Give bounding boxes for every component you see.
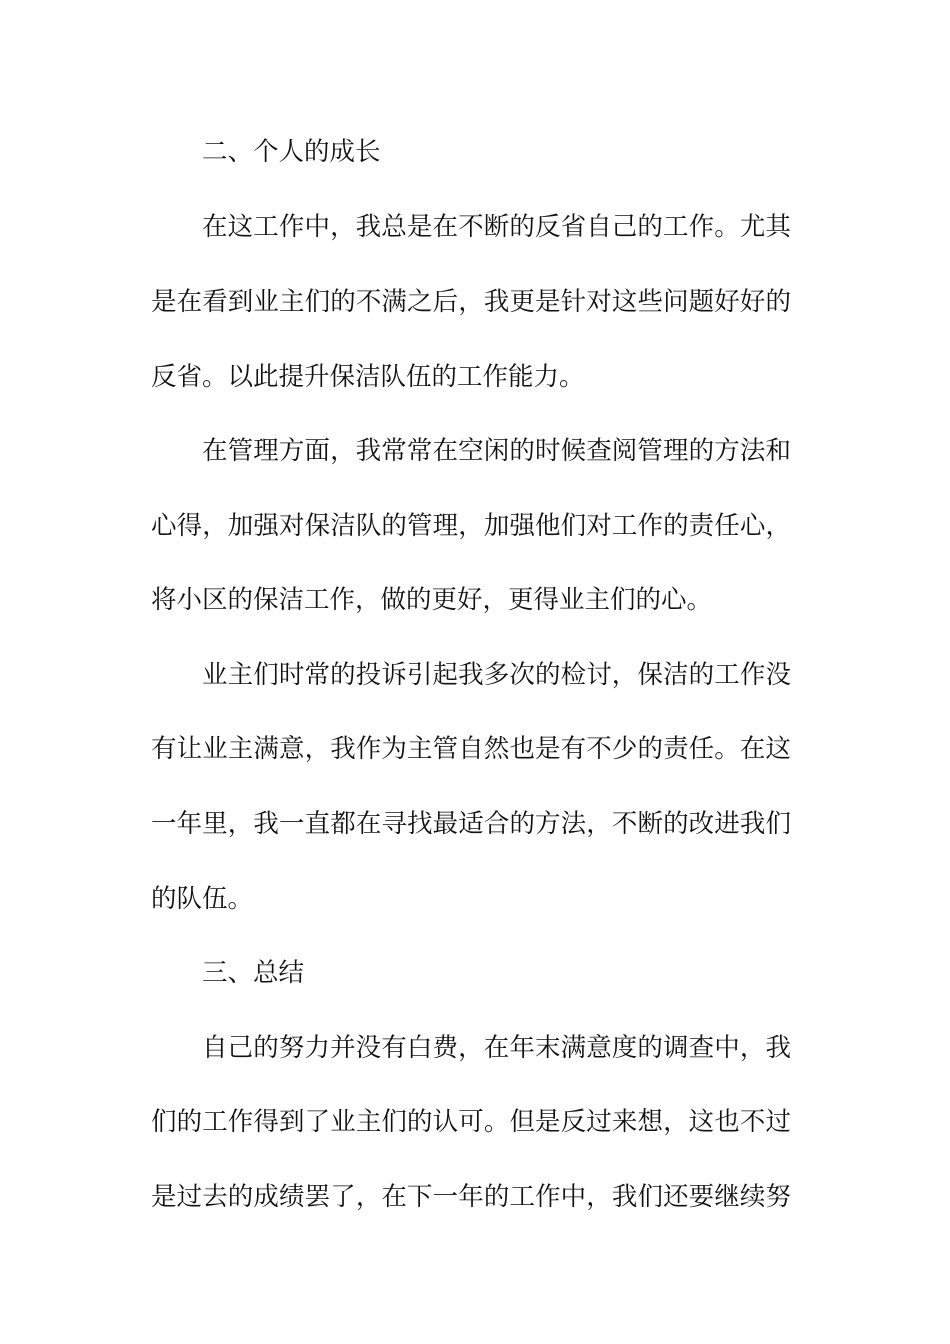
paragraph-line: 业主们时常的投诉引起我多次的检讨，保洁的工作没 <box>202 660 791 690</box>
paragraph-line: 是过去的成绩罢了，在下一年的工作中，我们还要继续努 <box>151 1182 791 1212</box>
section-heading: 三、总结 <box>202 958 305 988</box>
paragraph-line: 将小区的保洁工作，做的更好，更得业主们的心。 <box>151 585 713 615</box>
paragraph-line: 是在看到业主们的不满之后，我更是针对这些问题好好的 <box>151 287 791 317</box>
paragraph-line: 的队伍。 <box>151 884 254 914</box>
paragraph-line: 在管理方面，我常常在空闲的时候查阅管理的方法和 <box>202 436 791 466</box>
paragraph-line: 们的工作得到了业主们的认可。但是反过来想，这也不过 <box>151 1107 791 1137</box>
paragraph-line: 在这工作中，我总是在不断的反省自己的工作。尤其 <box>202 212 791 242</box>
paragraph-line: 有让业主满意，我作为主管自然也是有不少的责任。在这 <box>151 734 791 764</box>
paragraph-line: 反省。以此提升保洁队伍的工作能力。 <box>151 362 585 392</box>
section-heading: 二、个人的成长 <box>202 137 381 167</box>
paragraph-line: 心得，加强对保洁队的管理，加强他们对工作的责任心， <box>151 511 791 541</box>
paragraph-line: 一年里，我一直都在寻找最适合的方法，不断的改进我们 <box>151 809 791 839</box>
paragraph-line: 自己的努力并没有白费，在年末满意度的调查中，我 <box>202 1033 791 1063</box>
